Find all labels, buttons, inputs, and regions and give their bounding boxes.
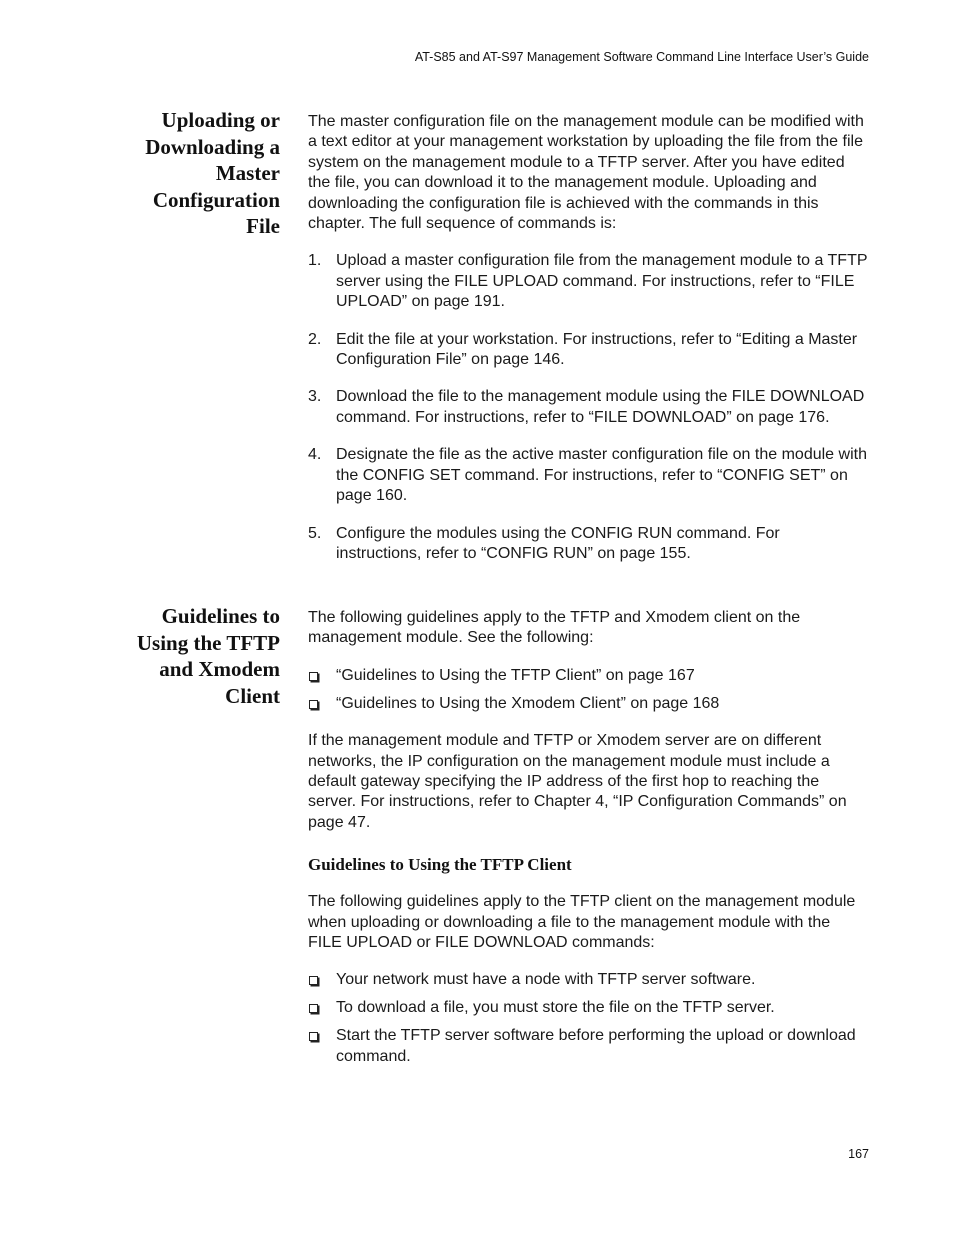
section-heading-uploading <box>100 107 280 240</box>
running-header: AT-S85 and AT-S97 Management Software Command Line Interface User’s Guide <box>414 50 869 64</box>
checkbox-bullet-icon <box>309 1004 318 1013</box>
heading-line: Client <box>225 683 280 708</box>
tftp-guidelines-list <box>308 970 868 1067</box>
step-text: Download the file to the management module using the FILE DOWNLOAD command. For instructions, refer to “FILE DOWNLOAD” on page 176. <box>336 388 865 426</box>
list-item <box>308 694 868 714</box>
list-item <box>308 445 868 506</box>
tftp-intro: The following guidelines apply to the TFTP client on the management module when uploading or downloading a file to the management module with the FILE UPLOAD or FILE DOWNLOAD commands: <box>308 893 856 952</box>
command-sequence-list <box>308 251 868 564</box>
see-also-list <box>308 666 868 714</box>
list-item <box>308 970 868 990</box>
section2-intro: The following guidelines apply to the TFTP and Xmodem client on the management module. See the following: <box>308 609 801 647</box>
list-item <box>308 524 868 565</box>
link-text[interactable]: “Guidelines to Using the TFTP Client” on page 167 <box>336 666 695 684</box>
bullet-text: Start the TFTP server software before performing the upload or download command. <box>336 1027 856 1065</box>
checkbox-bullet-icon <box>309 1032 318 1041</box>
list-item <box>308 251 868 312</box>
checkbox-bullet-icon <box>309 976 318 985</box>
heading-line: and Xmodem <box>159 657 280 681</box>
heading-line: Guidelines to <box>161 604 280 628</box>
step-number: 2. <box>308 330 322 348</box>
step-text: Edit the file at your workstation. For instructions, refer to “Editing a Master Configuration File” on page 146. <box>336 330 858 369</box>
network-note: If the management module and TFTP or Xmodem server are on different networks, the IP configuration on the management module must include a default gateway specifying the IP address of the first hop to reaching the server. For instructions, refer to Chapter 4, “IP Configuration Commands” on page 47. <box>308 732 847 831</box>
step-number: 3. <box>308 388 322 406</box>
list-item <box>308 387 868 428</box>
section1-intro: The master configuration file on the management module can be modified with a text editor at your management workstation by uploading the file from the file system on the management module to a TFTP server. After you have edited the file, you can download it to the management module. Uploading and downloading the configuration file is achieved with the commands in this chapter. The full sequence of commands is: <box>308 113 864 233</box>
section-heading-guidelines <box>100 603 280 709</box>
step-number: 4. <box>308 446 322 464</box>
section2-body <box>308 608 868 1067</box>
step-text: Configure the modules using the CONFIG RUN command. For instructions, refer to “CONFIG RUN” on page 155. <box>336 524 780 562</box>
section1-body <box>308 112 868 564</box>
checkbox-bullet-icon <box>309 672 318 681</box>
heading-line: Using the TFTP <box>136 630 280 655</box>
link-text[interactable]: “Guidelines to Using the Xmodem Client” on page 168 <box>336 694 720 712</box>
list-item <box>308 1026 868 1067</box>
heading-line: Downloading a <box>145 134 280 159</box>
heading-line: Uploading or <box>161 108 280 132</box>
list-item <box>308 330 868 371</box>
page-number: 167 <box>848 1147 869 1161</box>
step-text: Upload a master configuration file from the management module to a TFTP server using the FILE UPLOAD command. For instructions, refer to “FILE UPLOAD” on page 191. <box>336 252 868 311</box>
heading-line: File <box>246 214 280 238</box>
step-text: Designate the file as the active master configuration file on the module with the CONFIG SET command. For instructions, refer to “CONFIG SET” on page 160. <box>336 446 867 505</box>
step-number: 1. <box>308 252 322 270</box>
subsection-heading: Guidelines to Using the TFTP Client <box>308 855 572 875</box>
heading-line: Configuration <box>152 187 280 212</box>
checkbox-bullet-icon <box>309 700 318 709</box>
heading-line: Master <box>215 161 280 185</box>
step-number: 5. <box>308 524 322 542</box>
bullet-text: To download a file, you must store the file on the TFTP server. <box>336 999 775 1017</box>
list-item <box>308 666 868 686</box>
list-item <box>308 998 868 1018</box>
bullet-text: Your network must have a node with TFTP server software. <box>336 971 756 989</box>
